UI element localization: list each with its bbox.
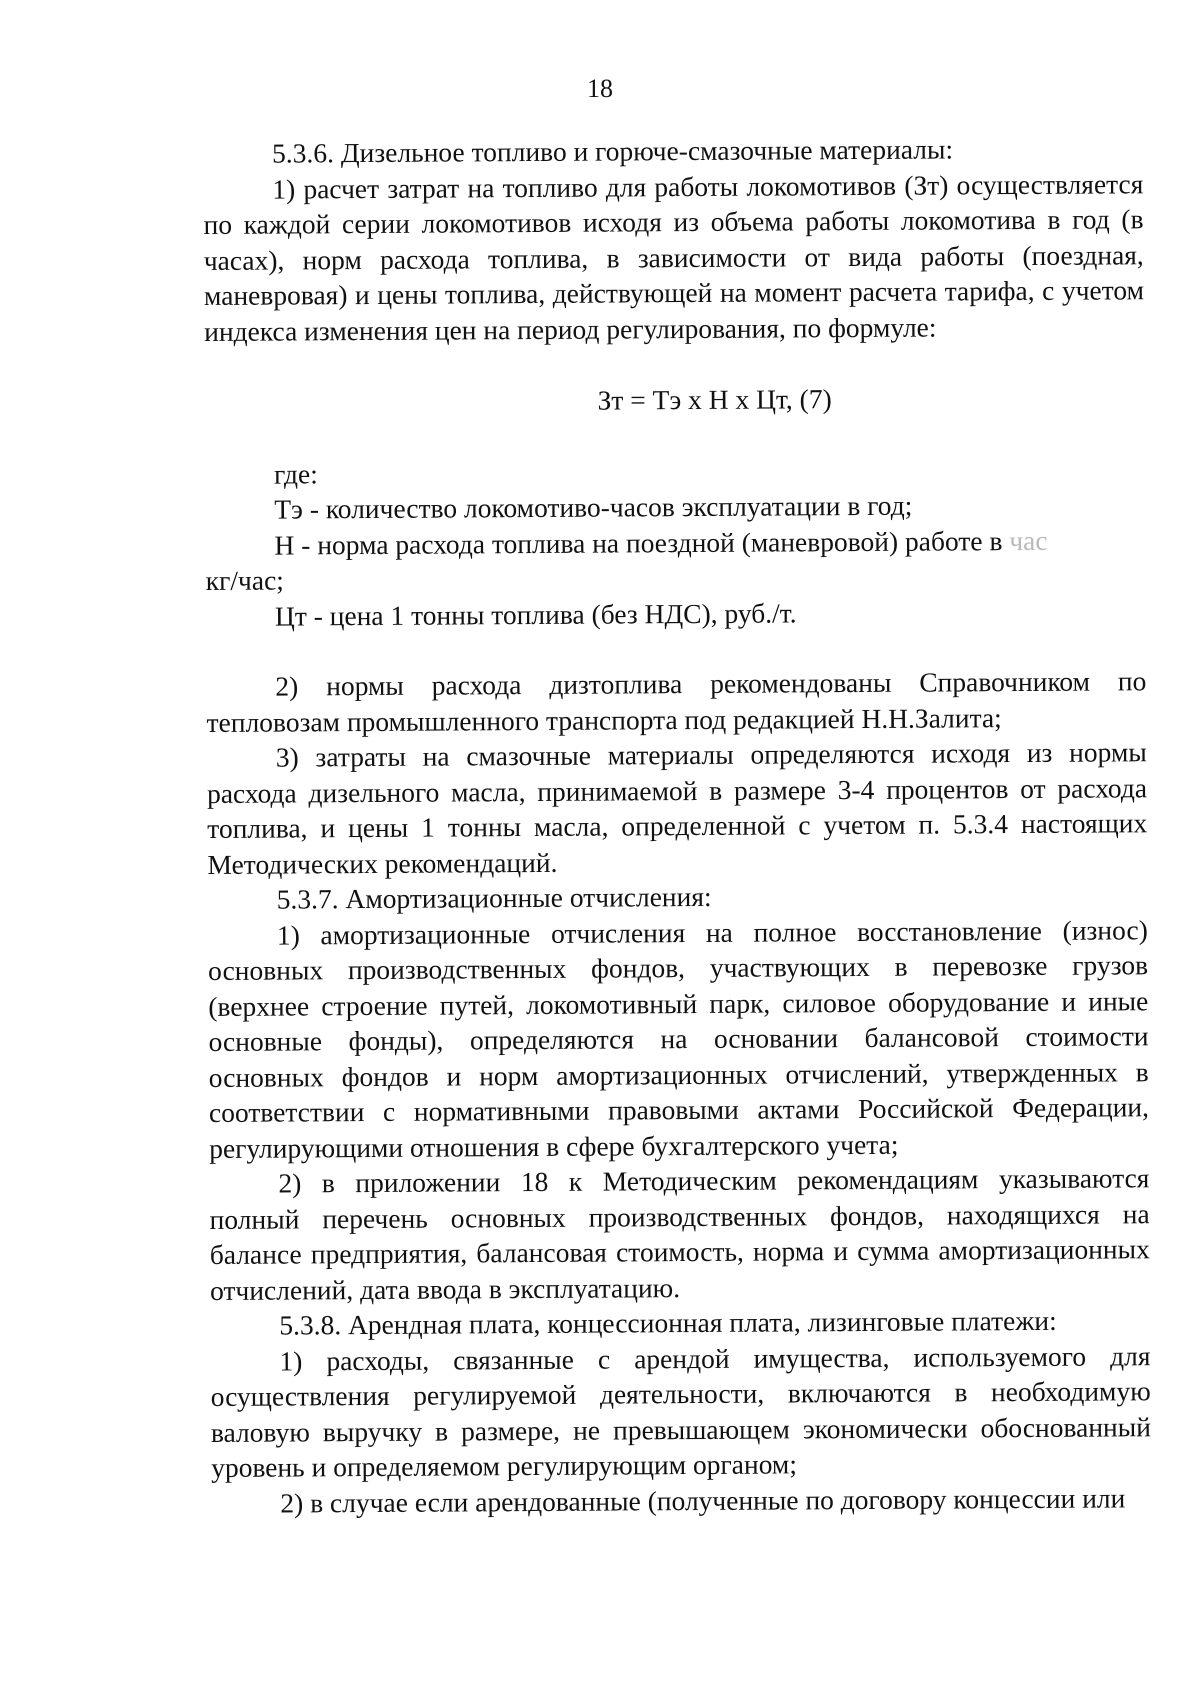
section-5-3-8-item-1: 1) расходы, связанные с арендой имущества, используемого для осуществления регулируемой деятельности, включаются в необходимую валовую выручку в размере, не превышающем экономически обоснованный уровень и определяемом регулирующим органом;: [210, 1339, 1151, 1483]
section-5-3-6-item-3: 3) затраты на смазочные материалы определяются исходя из нормы расхода дизельного масла, принимаемой в размере 3-4 процентов от расхода топлива, и цены 1 тонны масла, определенной с учетом п. 5.3.4 настоящих Методических рекомендаций.: [206, 736, 1148, 880]
where-label: где:: [273, 457, 318, 490]
spacer: [206, 628, 1146, 669]
section-5-3-7-heading: 5.3.7. Амортизационные отчисления:: [276, 880, 712, 915]
section-5-3-8-heading: 5.3.8. Арендная плата, концессионная плата, лизинговые платежи:: [279, 1304, 1057, 1341]
formula-7: Зт = Тэ х Н х Цт, (7): [597, 383, 832, 416]
spacer: [205, 415, 1145, 457]
definition-n-text: Н - норма расхода топлива на поездной (маневровой) работе в: [274, 524, 1010, 561]
section-5-3-7-item-1: 1) амортизационные отчисления на полное восстановление (износ) основных производственных фондов, участвующих в перевозке грузов (верхнее строение путей, локомотивный парк, силовое оборудование и иные основные фонды), определяются на основании балансовой стоимости основных фондов и норм амортизационных отчислений, утвержденных в соответствии с нормативными правовыми актами Российской Федерации, регулирующими отношения в сфере бухгалтерского учета;: [208, 913, 1150, 1164]
section-5-3-7-item-2: 2) в приложении 18 к Методическим рекомендациям указываются полный перечень основных производственных фондов, находящихся на балансе предприятия, балансовая стоимость, норма и сумма амортизационных отчислений, дата ввода в эксплуатацию.: [209, 1162, 1150, 1306]
section-5-3-6-item-2: 2) нормы расхода дизтоплива рекомендованы Справочником по тепловозам промышленного транспорта под редакцией Н.Н.Залита;: [206, 665, 1147, 738]
section-5-3-6-item-1: 1) расчет затрат на топливо для работы локомотивов (Зт) осуществляется по каждой серии локомотивов исходя из объема работы локомотива в год (в часах), норм расхода топлива, в зависимости от вида работы (поездная, маневровая) и цены топлива, действующей на момент расчета тарифа, с учетом индекса изменения цен на период регулирования, по формуле:: [203, 167, 1145, 347]
definition-te: Тэ - количество локомотиво-часов эксплуатации в год;: [274, 489, 913, 525]
definition-ct: Цт - цена 1 тонны топлива (без НДС), руб./т.: [274, 596, 797, 632]
definition-n-faded-word: час: [1009, 524, 1048, 556]
definition-n-unit: кг/час;: [205, 564, 284, 596]
section-5-3-6-heading: 5.3.6. Дизельное топливо и горюче-смазочные материалы:: [272, 133, 954, 169]
definition-n: [205, 522, 1145, 563]
document-body: [203, 130, 1151, 1521]
section-5-3-8-item-2: 2) в случае если арендованные (полученные по договору концессии или: [280, 1481, 1126, 1519]
page-number: 18: [587, 74, 613, 103]
